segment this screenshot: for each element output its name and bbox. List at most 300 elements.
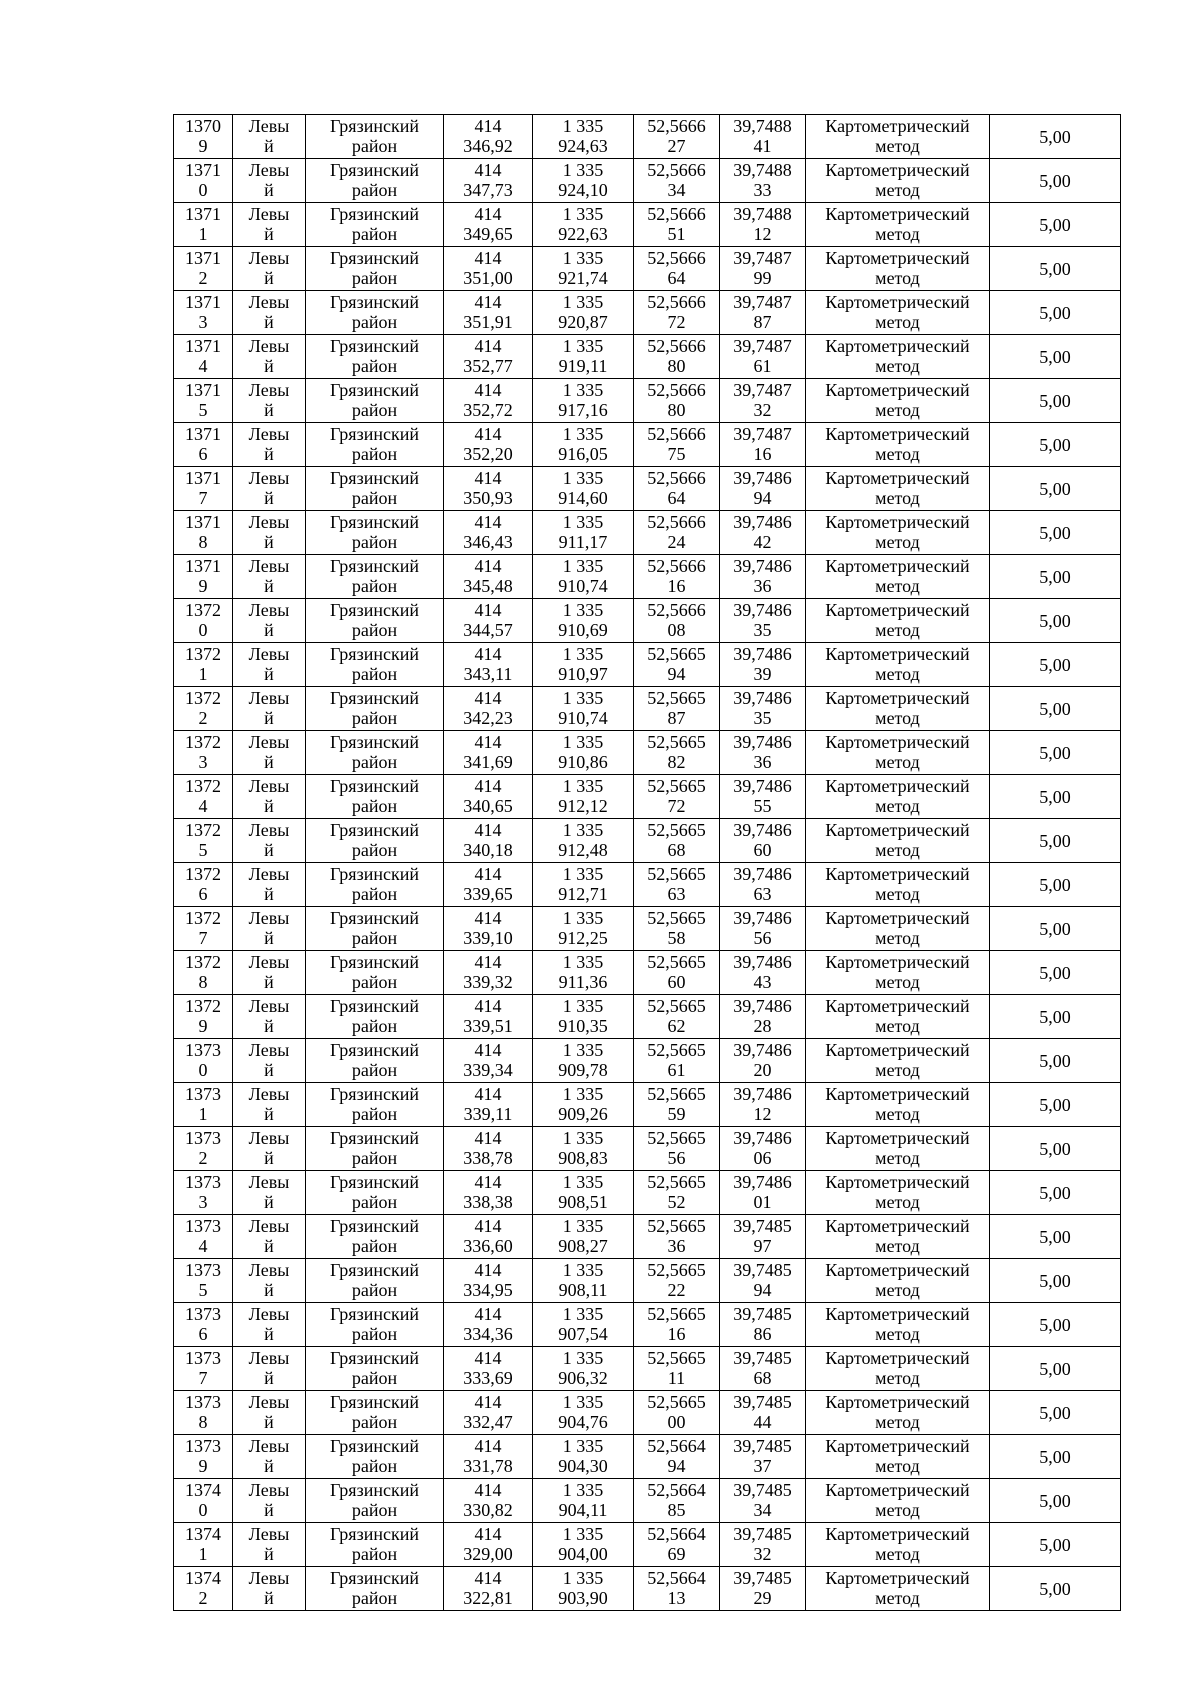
point-number-cell [174, 335, 233, 379]
district-line-1: Грязинский [330, 1216, 419, 1236]
district-cell [306, 1083, 444, 1127]
longitude-line-1: 39,7485 [733, 1436, 792, 1456]
point-number-cell [174, 291, 233, 335]
longitude-line-2: 61 [753, 356, 772, 376]
coord-y-line-2: 904,00 [558, 1544, 608, 1564]
precision-value-cell: 5,00 [990, 203, 1121, 247]
longitude-line-2: 32 [753, 1544, 772, 1564]
bank-side-cell [233, 1347, 306, 1391]
coord-y-line-1: 1 335 [562, 1568, 604, 1588]
bank-side-line-2: й [264, 1588, 274, 1608]
coord-y-line-1: 1 335 [562, 512, 604, 532]
bank-side-cell [233, 819, 306, 863]
district-cell [306, 467, 444, 511]
longitude-line-2: 35 [753, 708, 772, 728]
coord-y-line-1: 1 335 [562, 468, 604, 488]
longitude-line-1: 39,7486 [733, 908, 792, 928]
latitude-line-1: 52,5665 [647, 644, 706, 664]
district-line-1: Грязинский [330, 380, 419, 400]
coord-x-line-1: 414 [474, 820, 502, 840]
coord-x-cell [444, 1523, 533, 1567]
coord-x-line-1: 414 [474, 1172, 502, 1192]
coord-x-line-1: 414 [474, 1524, 502, 1544]
coord-y-line-2: 921,74 [558, 268, 608, 288]
bank-side-line-1: Левы [248, 556, 290, 576]
bank-side-cell [233, 159, 306, 203]
latitude-line-2: 63 [667, 884, 686, 904]
coord-x-cell [444, 467, 533, 511]
bank-side-cell [233, 1435, 306, 1479]
longitude-cell [720, 335, 806, 379]
coord-y-cell [533, 907, 634, 951]
coord-x-line-1: 414 [474, 1216, 502, 1236]
latitude-line-2: 68 [667, 840, 686, 860]
point-number-line-2: 2 [198, 1588, 208, 1608]
coord-y-cell [533, 819, 634, 863]
method-line-1: Картометрический [825, 600, 970, 620]
coord-x-line-2: 349,65 [463, 224, 513, 244]
longitude-line-2: 94 [753, 1280, 772, 1300]
latitude-line-1: 52,5666 [647, 556, 706, 576]
coord-y-line-1: 1 335 [562, 292, 604, 312]
point-number-line-1: 1373 [185, 1260, 221, 1280]
district-line-2: район [351, 1236, 398, 1256]
coord-y-cell [533, 1303, 634, 1347]
longitude-line-1: 39,7485 [733, 1348, 792, 1368]
longitude-line-2: 12 [753, 224, 772, 244]
table-row [174, 1303, 1121, 1347]
bank-side-line-2: й [264, 708, 274, 728]
precision-value-cell: 5,00 [990, 1567, 1121, 1611]
bank-side-line-2: й [264, 664, 274, 684]
bank-side-line-1: Левы [248, 1304, 290, 1324]
coord-x-line-2: 338,38 [463, 1192, 513, 1212]
latitude-cell [634, 1303, 720, 1347]
coord-y-line-2: 910,74 [558, 708, 608, 728]
longitude-cell [720, 555, 806, 599]
coord-y-line-1: 1 335 [562, 1436, 604, 1456]
method-line-2: метод [875, 664, 920, 684]
longitude-cell [720, 1083, 806, 1127]
point-number-line-1: 1372 [185, 864, 221, 884]
latitude-line-1: 52,5665 [647, 1260, 706, 1280]
coord-y-cell [533, 115, 634, 159]
coord-y-line-1: 1 335 [562, 424, 604, 444]
coord-x-cell [444, 247, 533, 291]
coord-x-line-1: 414 [474, 160, 502, 180]
precision-value-cell: 5,00 [990, 731, 1121, 775]
point-number-cell [174, 1435, 233, 1479]
coord-y-cell [533, 1039, 634, 1083]
longitude-line-2: 42 [753, 532, 772, 552]
bank-side-cell [233, 203, 306, 247]
method-line-1: Картометрический [825, 1304, 970, 1324]
precision-value-cell: 5,00 [990, 1523, 1121, 1567]
point-number-cell [174, 159, 233, 203]
bank-side-line-2: й [264, 180, 274, 200]
point-number-line-2: 4 [198, 796, 208, 816]
coord-y-line-1: 1 335 [562, 1392, 604, 1412]
table-body [174, 115, 1121, 1611]
method-line-1: Картометрический [825, 1040, 970, 1060]
table-row [174, 1039, 1121, 1083]
district-line-1: Грязинский [330, 600, 419, 620]
bank-side-cell [233, 1523, 306, 1567]
coord-x-line-2: 338,78 [463, 1148, 513, 1168]
method-cell [806, 907, 990, 951]
bank-side-cell [233, 775, 306, 819]
bank-side-line-2: й [264, 884, 274, 904]
coord-y-cell [533, 423, 634, 467]
district-line-1: Грязинский [330, 1128, 419, 1148]
coord-x-line-2: 340,18 [463, 840, 513, 860]
longitude-line-1: 39,7485 [733, 1216, 792, 1236]
coord-x-line-1: 414 [474, 556, 502, 576]
coord-x-line-1: 414 [474, 864, 502, 884]
method-line-2: метод [875, 1104, 920, 1124]
latitude-line-1: 52,5665 [647, 1392, 706, 1412]
table-row [174, 731, 1121, 775]
bank-side-cell [233, 599, 306, 643]
point-number-line-1: 1372 [185, 996, 221, 1016]
coord-x-cell [444, 1391, 533, 1435]
coord-x-line-2: 346,92 [463, 136, 513, 156]
precision-value-cell: 5,00 [990, 115, 1121, 159]
coord-y-line-1: 1 335 [562, 1260, 604, 1280]
district-line-2: район [351, 1456, 398, 1476]
latitude-line-2: 22 [667, 1280, 686, 1300]
coord-x-line-1: 414 [474, 952, 502, 972]
bank-side-line-2: й [264, 972, 274, 992]
latitude-line-2: 64 [667, 268, 686, 288]
coord-x-line-1: 414 [474, 600, 502, 620]
latitude-line-2: 11 [667, 1368, 686, 1388]
latitude-line-1: 52,5664 [647, 1524, 706, 1544]
bank-side-line-1: Левы [248, 204, 290, 224]
district-cell [306, 1391, 444, 1435]
method-line-2: метод [875, 1236, 920, 1256]
bank-side-line-1: Левы [248, 160, 290, 180]
point-number-line-1: 1371 [185, 556, 221, 576]
longitude-line-2: 16 [753, 444, 772, 464]
point-number-line-2: 0 [198, 1500, 208, 1520]
longitude-line-2: 28 [753, 1016, 772, 1036]
point-number-cell [174, 775, 233, 819]
latitude-cell [634, 1171, 720, 1215]
longitude-line-1: 39,7487 [733, 336, 792, 356]
point-number-cell [174, 1083, 233, 1127]
longitude-line-1: 39,7485 [733, 1260, 792, 1280]
latitude-line-1: 52,5665 [647, 864, 706, 884]
longitude-cell [720, 951, 806, 995]
coord-y-cell [533, 995, 634, 1039]
longitude-cell [720, 1435, 806, 1479]
coord-x-line-2: 345,48 [463, 576, 513, 596]
district-cell [306, 291, 444, 335]
point-number-cell [174, 247, 233, 291]
table-row [174, 643, 1121, 687]
coord-y-line-1: 1 335 [562, 204, 604, 224]
method-cell [806, 1127, 990, 1171]
district-cell [306, 247, 444, 291]
longitude-line-1: 39,7486 [733, 512, 792, 532]
longitude-line-2: 55 [753, 796, 772, 816]
latitude-line-1: 52,5665 [647, 1304, 706, 1324]
method-line-2: метод [875, 1148, 920, 1168]
method-line-2: метод [875, 620, 920, 640]
district-cell [306, 1127, 444, 1171]
district-cell [306, 1039, 444, 1083]
longitude-line-1: 39,7486 [733, 1084, 792, 1104]
method-cell [806, 1435, 990, 1479]
latitude-cell [634, 1347, 720, 1391]
coord-y-cell [533, 1171, 634, 1215]
point-number-line-2: 4 [198, 1236, 208, 1256]
method-line-2: метод [875, 1280, 920, 1300]
precision-value-cell: 5,00 [990, 1435, 1121, 1479]
latitude-line-2: 62 [667, 1016, 686, 1036]
coord-y-line-1: 1 335 [562, 732, 604, 752]
method-cell [806, 467, 990, 511]
coord-y-line-1: 1 335 [562, 1216, 604, 1236]
coord-x-line-2: 339,51 [463, 1016, 513, 1036]
longitude-line-2: 33 [753, 180, 772, 200]
district-cell [306, 951, 444, 995]
longitude-cell [720, 1171, 806, 1215]
point-number-cell [174, 467, 233, 511]
coord-y-cell [533, 291, 634, 335]
bank-side-line-2: й [264, 224, 274, 244]
coord-y-line-1: 1 335 [562, 336, 604, 356]
point-number-cell [174, 819, 233, 863]
district-line-2: район [351, 224, 398, 244]
longitude-line-2: 01 [753, 1192, 772, 1212]
latitude-cell [634, 555, 720, 599]
point-number-line-1: 1371 [185, 424, 221, 444]
coord-y-line-1: 1 335 [562, 996, 604, 1016]
latitude-line-1: 52,5665 [647, 688, 706, 708]
point-number-line-2: 1 [198, 1104, 208, 1124]
method-line-2: метод [875, 1192, 920, 1212]
coord-x-line-1: 414 [474, 908, 502, 928]
table-row [174, 1479, 1121, 1523]
point-number-cell [174, 907, 233, 951]
latitude-line-1: 52,5666 [647, 248, 706, 268]
longitude-line-2: 29 [753, 1588, 772, 1608]
longitude-cell [720, 115, 806, 159]
district-line-1: Грязинский [330, 996, 419, 1016]
coord-y-line-2: 906,32 [558, 1368, 608, 1388]
point-number-line-1: 1373 [185, 1392, 221, 1412]
bank-side-line-2: й [264, 1544, 274, 1564]
bank-side-line-2: й [264, 1368, 274, 1388]
point-number-cell [174, 1523, 233, 1567]
latitude-cell [634, 379, 720, 423]
bank-side-line-2: й [264, 1280, 274, 1300]
longitude-line-1: 39,7488 [733, 116, 792, 136]
bank-side-line-2: й [264, 400, 274, 420]
latitude-cell [634, 1523, 720, 1567]
coord-x-cell [444, 995, 533, 1039]
method-line-1: Картометрический [825, 776, 970, 796]
bank-side-line-1: Левы [248, 1348, 290, 1368]
point-number-cell [174, 1479, 233, 1523]
coord-x-line-2: 352,72 [463, 400, 513, 420]
latitude-line-1: 52,5665 [647, 996, 706, 1016]
method-line-2: метод [875, 180, 920, 200]
coord-x-line-2: 342,23 [463, 708, 513, 728]
district-line-2: район [351, 1412, 398, 1432]
latitude-cell [634, 863, 720, 907]
method-cell [806, 819, 990, 863]
coord-x-line-2: 339,34 [463, 1060, 513, 1080]
longitude-cell [720, 775, 806, 819]
latitude-line-1: 52,5665 [647, 1216, 706, 1236]
coord-y-line-2: 914,60 [558, 488, 608, 508]
point-number-line-1: 1374 [185, 1480, 221, 1500]
district-cell [306, 335, 444, 379]
district-cell [306, 379, 444, 423]
bank-side-line-2: й [264, 268, 274, 288]
coord-y-line-1: 1 335 [562, 380, 604, 400]
coord-y-cell [533, 1127, 634, 1171]
point-number-line-2: 6 [198, 444, 208, 464]
latitude-line-2: 94 [667, 664, 686, 684]
coord-x-cell [444, 775, 533, 819]
coord-x-line-1: 414 [474, 248, 502, 268]
coord-x-cell [444, 1171, 533, 1215]
point-number-line-2: 8 [198, 532, 208, 552]
latitude-line-1: 52,5666 [647, 160, 706, 180]
latitude-cell [634, 335, 720, 379]
longitude-cell [720, 467, 806, 511]
latitude-line-2: 16 [667, 576, 686, 596]
method-line-2: метод [875, 840, 920, 860]
bank-side-cell [233, 555, 306, 599]
coord-x-line-2: 339,10 [463, 928, 513, 948]
point-number-line-2: 2 [198, 268, 208, 288]
bank-side-cell [233, 1259, 306, 1303]
coord-y-line-1: 1 335 [562, 248, 604, 268]
coord-y-line-2: 908,27 [558, 1236, 608, 1256]
bank-side-line-1: Левы [248, 1172, 290, 1192]
precision-value-cell: 5,00 [990, 1039, 1121, 1083]
method-line-2: метод [875, 576, 920, 596]
bank-side-line-2: й [264, 1500, 274, 1520]
coord-x-line-1: 414 [474, 512, 502, 532]
method-line-1: Картометрический [825, 864, 970, 884]
point-number-line-2: 5 [198, 1280, 208, 1300]
coord-x-line-2: 344,57 [463, 620, 513, 640]
district-line-2: район [351, 1104, 398, 1124]
point-number-cell [174, 863, 233, 907]
longitude-line-1: 39,7487 [733, 424, 792, 444]
coord-y-cell [533, 951, 634, 995]
coord-y-line-2: 904,30 [558, 1456, 608, 1476]
longitude-line-1: 39,7488 [733, 160, 792, 180]
method-line-1: Картометрический [825, 1128, 970, 1148]
district-cell [306, 995, 444, 1039]
coord-y-line-1: 1 335 [562, 600, 604, 620]
longitude-line-2: 63 [753, 884, 772, 904]
bank-side-line-1: Левы [248, 732, 290, 752]
district-line-1: Грязинский [330, 1084, 419, 1104]
table-row [174, 423, 1121, 467]
bank-side-line-2: й [264, 1192, 274, 1212]
bank-side-cell [233, 291, 306, 335]
longitude-cell [720, 1479, 806, 1523]
latitude-line-1: 52,5666 [647, 600, 706, 620]
coord-x-line-2: 350,93 [463, 488, 513, 508]
point-number-cell [174, 511, 233, 555]
method-line-2: метод [875, 928, 920, 948]
method-line-1: Картометрический [825, 292, 970, 312]
precision-value-cell: 5,00 [990, 863, 1121, 907]
precision-value-cell: 5,00 [990, 423, 1121, 467]
district-cell [306, 1259, 444, 1303]
method-cell [806, 643, 990, 687]
method-cell [806, 247, 990, 291]
bank-side-line-1: Левы [248, 600, 290, 620]
method-line-1: Картометрический [825, 908, 970, 928]
district-cell [306, 115, 444, 159]
point-number-cell [174, 203, 233, 247]
point-number-line-1: 1373 [185, 1172, 221, 1192]
district-cell [306, 775, 444, 819]
coord-x-cell [444, 731, 533, 775]
longitude-cell [720, 599, 806, 643]
point-number-line-1: 1374 [185, 1568, 221, 1588]
latitude-line-1: 52,5666 [647, 424, 706, 444]
district-line-2: район [351, 752, 398, 772]
coord-x-cell [444, 907, 533, 951]
coord-x-line-2: 329,00 [463, 1544, 513, 1564]
latitude-cell [634, 1435, 720, 1479]
district-line-2: район [351, 1500, 398, 1520]
coord-y-cell [533, 643, 634, 687]
precision-value-cell: 5,00 [990, 1259, 1121, 1303]
coord-x-cell [444, 555, 533, 599]
district-line-2: район [351, 664, 398, 684]
coordinates-table [173, 114, 1121, 1611]
bank-side-cell [233, 1215, 306, 1259]
bank-side-cell [233, 687, 306, 731]
latitude-line-1: 52,5665 [647, 776, 706, 796]
latitude-line-1: 52,5665 [647, 820, 706, 840]
method-line-1: Картометрический [825, 248, 970, 268]
district-cell [306, 1435, 444, 1479]
point-number-line-2: 9 [198, 136, 208, 156]
latitude-cell [634, 247, 720, 291]
method-line-1: Картометрический [825, 1392, 970, 1412]
coord-x-cell [444, 1303, 533, 1347]
point-number-line-1: 1371 [185, 160, 221, 180]
precision-value-cell: 5,00 [990, 775, 1121, 819]
coord-y-line-1: 1 335 [562, 1348, 604, 1368]
coord-x-line-1: 414 [474, 688, 502, 708]
point-number-line-1: 1372 [185, 688, 221, 708]
longitude-cell [720, 995, 806, 1039]
district-cell [306, 1303, 444, 1347]
method-cell [806, 995, 990, 1039]
latitude-line-1: 52,5665 [647, 908, 706, 928]
latitude-line-2: 87 [667, 708, 686, 728]
district-cell [306, 423, 444, 467]
bank-side-line-1: Левы [248, 1436, 290, 1456]
longitude-line-2: 12 [753, 1104, 772, 1124]
district-line-1: Грязинский [330, 1436, 419, 1456]
precision-value-cell: 5,00 [990, 247, 1121, 291]
